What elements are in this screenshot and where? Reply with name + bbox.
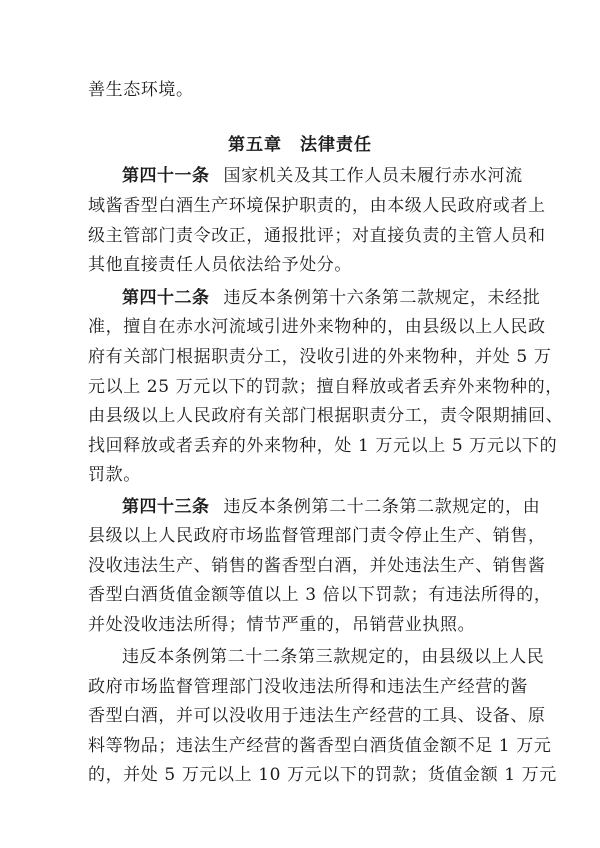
carryover-line: 善生态环境。 [88, 80, 194, 100]
article-41-line: 其他直接责任人员依法给予处分。 [88, 255, 352, 275]
article-42-text: 违反本条例第十六条第二款规定，未经批 [223, 288, 541, 308]
article-43-line: 香型白酒货值金额等值以上 3 倍以下罚款；有违法所得的， [88, 585, 552, 605]
article-42-line: 由县级以上人民政府有关部门根据职责分工，责令限期捕回、 [88, 406, 564, 426]
article-41-line: 级主管部门责令改正，通报批评；对直接负责的主管人员和 [88, 226, 546, 246]
paragraph-line: 香型白酒，并可以没收用于违法生产经营的工具、设备、原 [88, 706, 546, 726]
article-42-line: 找回释放或者丢弃的外来物种，处 1 万元以上 5 万元以下的 [88, 436, 558, 456]
paragraph-line: 政府市场监督管理部门没收违法所得和违法生产经营的酱 [88, 677, 528, 697]
article-43-text: 违反本条例第二十二条第二款规定的，由 [223, 497, 541, 517]
paragraph-first-line: 违反本条例第二十二条第三款规定的，由县级以上人民 [122, 647, 545, 667]
article-42-first-line [122, 288, 541, 308]
article-41-number: 第四十一条 [122, 166, 210, 186]
article-43-line: 县级以上人民政府市场监督管理部门责令停止生产、销售， [88, 526, 546, 546]
article-43-line: 没收违法生产、销售的酱香型白酒，并处违法生产、销售酱 [88, 556, 546, 576]
article-41-line: 域酱香型白酒生产环境保护职责的，由本级人民政府或者上 [88, 196, 546, 216]
chapter-title: 第五章 法律责任 [228, 135, 372, 155]
paragraph-line: 料等物品；违法生产经营的酱香型白酒货值金额不足 1 万元 [88, 736, 552, 756]
article-43-first-line [122, 497, 541, 517]
article-42-line: 准，擅自在赤水河流域引进外来物种的，由县级以上人民政 [88, 317, 546, 337]
article-42-line: 罚款。 [88, 465, 141, 485]
article-43-line: 并处没收违法所得；情节严重的，吊销营业执照。 [88, 615, 476, 635]
article-42-number: 第四十二条 [122, 288, 210, 308]
article-43-number: 第四十三条 [122, 497, 210, 517]
article-42-line: 元以上 25 万元以下的罚款；擅自释放或者丢弃外来物种的， [88, 377, 563, 397]
article-41-text: 国家机关及其工作人员未履行赤水河流 [223, 166, 523, 186]
article-41-first-line [122, 166, 523, 186]
paragraph-line: 的，并处 5 万元以上 10 万元以下的罚款；货值金额 1 万元 [88, 765, 557, 785]
article-42-line: 府有关部门根据职责分工，没收引进的外来物种，并处 5 万 [88, 347, 552, 367]
